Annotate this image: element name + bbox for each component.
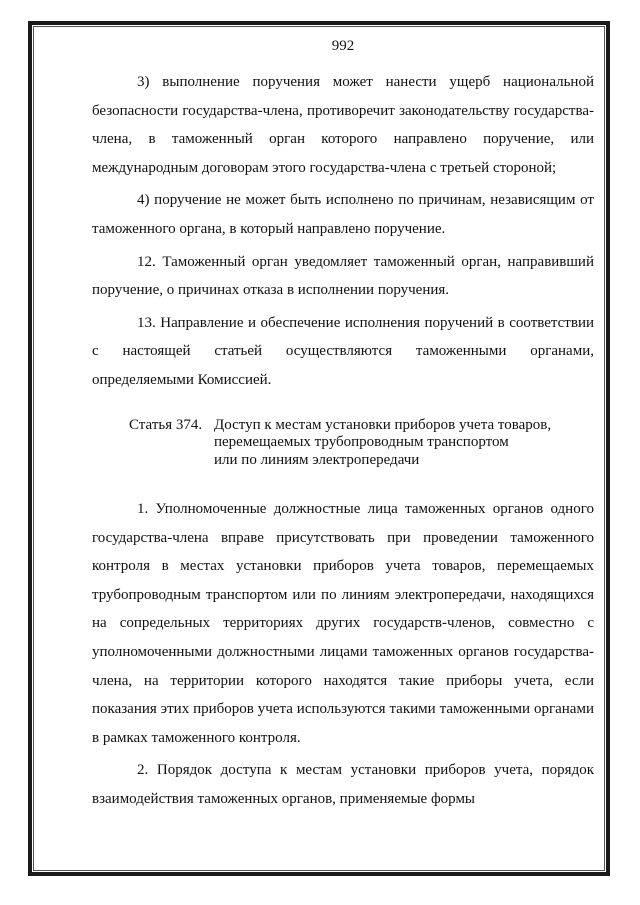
paragraph-item-3: 3) выполнение поручения может нанести ущерб национальной безопасности государства-члена, противоречит законодательству государства-члена, в таможенный орган которого направлено поручение, или международным договорам этого государства-члена с третьей стороной;	[92, 74, 594, 176]
paragraph-article-2: 2. Порядок доступа к местам установки приборов учета, порядок взаимодействия таможенных органов, применяемые формы	[92, 762, 594, 807]
paragraph-13: 13. Направление и обеспечение исполнения поручений в соответствии с настоящей статьей осуществляются таможенными органами, определяемыми Комиссией.	[92, 314, 594, 388]
paragraph-item-4: 4) поручение не может быть исполнено по причинам, независящим от таможенного органа, в который направлено поручение.	[92, 192, 594, 237]
page-number: 992	[331, 38, 355, 54]
paragraph-12: 12. Таможенный орган уведомляет таможенный орган, направивший поручение, о причинах отказа в исполнении поручения.	[92, 253, 594, 299]
article-heading	[92, 417, 594, 470]
article-title-line: перемещаемых трубопроводным транспортом	[214, 434, 509, 451]
article-number: Статья 374.	[129, 416, 203, 433]
document-page	[92, 34, 594, 818]
article-title	[214, 417, 594, 470]
article-title-line: или по линиям электропередачи	[214, 451, 420, 468]
paragraph-article-1: 1. Уполномоченные должностные лица таможенных органов одного государства-члена вправе присутствовать при проведении таможенного контроля в местах установки приборов учета товаров, перемещаемых трубопроводным транспортом или по линиям электропередачи, находящихся на сопредельных территориях других государств-членов, совместно с уполномоченными должностными лицами таможенных органов государства-члена, на территории которого находятся такие приборы учета, если показания этих приборов учета используются такими таможенными органами в рамках таможенного контроля.	[92, 501, 594, 746]
article-title-line: Доступ к местам установки приборов учета товаров,	[214, 416, 552, 433]
